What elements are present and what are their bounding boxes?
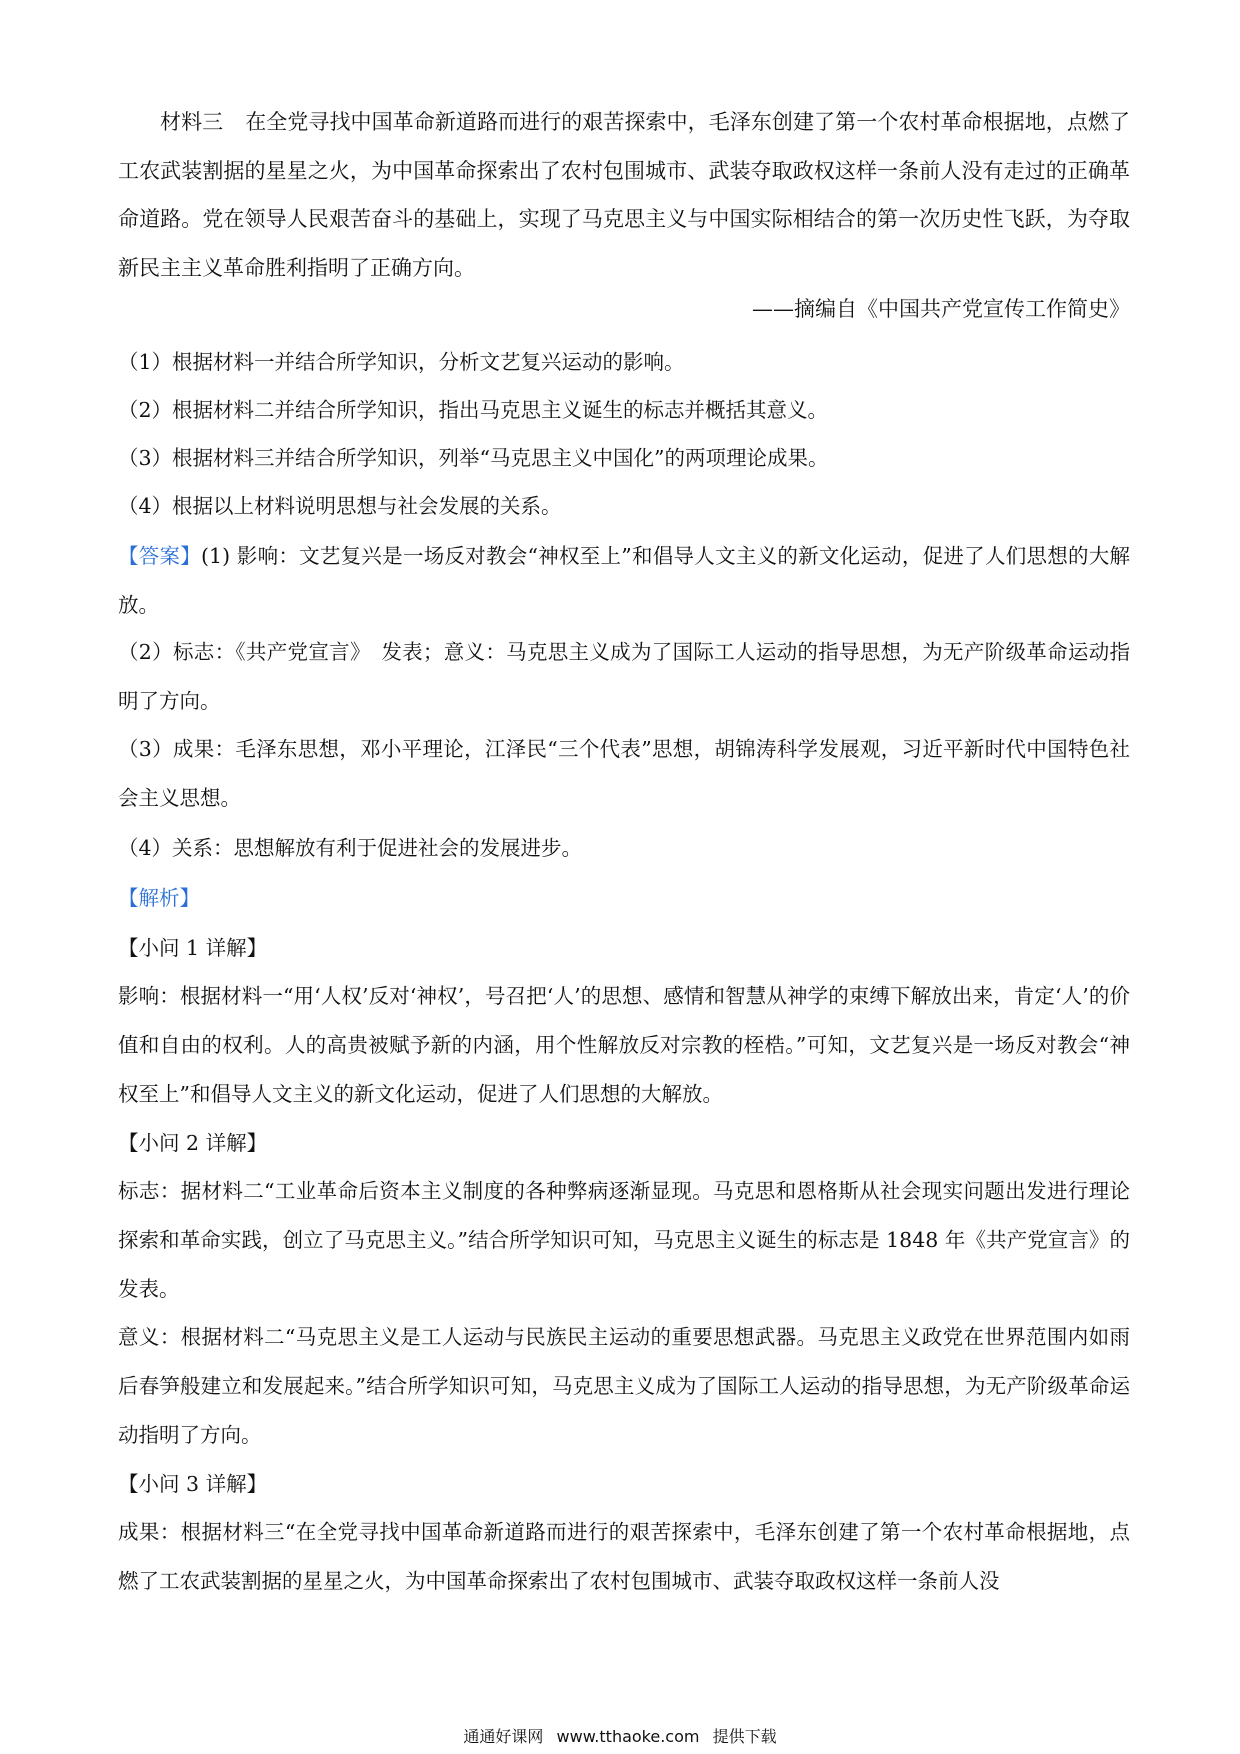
material-text: 在全党寻找中国革命新道路而进行的艰苦探索中，毛泽东创建了第一个农村革命根据地，点燃了工农武装割据的星星之火，为中国革命探索出了农村包围城市、武装夺取政权这样一条前人没有走过的正确革命道路。党在领导人民艰苦奋斗的基础上，实现了马克思主义与中国实际相结合的第一次历史性飞跃，为夺取新民主主义革命胜利指明了正确方向。: [118, 110, 1131, 280]
sub-question-1-detail: 影响：根据材料一“用‘人权’反对‘神权’，号召把‘人’的思想、感情和智慧从神学的束缚下解放出来，肯定‘人’的价值和自由的权利。人的高贵被赋予新的内涵，用个性解放反对宗教的桎梏。”可知，文艺复兴是一场反对教会“神权至上”和倡导人文主义的新文化运动，促进了人们思想的大解放。: [118, 984, 1130, 1106]
footer-site-name: 通通好课网: [463, 1727, 544, 1746]
question-3: （3）根据材料三并结合所学知识，列举“马克思主义中国化”的两项理论成果。: [118, 446, 829, 470]
question-4: （4）根据以上材料说明思想与社会发展的关系。: [118, 494, 562, 518]
footer-suffix: 提供下载: [712, 1727, 777, 1746]
material-lead: 材料三: [160, 110, 224, 134]
footer-url[interactable]: www.tthaoke.com: [556, 1727, 700, 1746]
answer-tag: 【答案】: [118, 544, 202, 568]
answer-4: （4）关系：思想解放有利于促进社会的发展进步。: [118, 836, 583, 860]
sub-question-2-sign: 标志：据材料二“工业革命后资本主义制度的各种弊病逐渐显现。马克思和恩格斯从社会现实问题出发进行理论探索和革命实践，创立了马克思主义。”结合所学知识可知，马克思主义诞生的标志是 1848 年《共产党宣言》的发表。: [118, 1179, 1130, 1301]
sub-question-2-heading: 【小问 2 详解】: [118, 1131, 268, 1155]
question-2: （2）根据材料二并结合所学知识，指出马克思主义诞生的标志并概括其意义。: [118, 398, 829, 422]
analysis-tag: 【解析】: [118, 886, 200, 910]
sub-question-2-meaning: 意义：根据材料二“马克思主义是工人运动与民族民主运动的重要思想武器。马克思主义政党在世界范围内如雨后春笋般建立和发展起来。”结合所学知识可知，马克思主义成为了国际工人运动的指导思想，为无产阶级革命运动指明了方向。: [118, 1325, 1130, 1447]
answer-3: （3）成果：毛泽东思想，邓小平理论，江泽民“三个代表”思想，胡锦涛科学发展观，习近平新时代中国特色社会主义思想。: [118, 737, 1130, 810]
sub-question-3-heading: 【小问 3 详解】: [118, 1472, 268, 1496]
material-three: [118, 98, 1130, 292]
sub-question-3-detail: 成果：根据材料三“在全党寻找中国革命新道路而进行的艰苦探索中，毛泽东创建了第一个农村革命根据地，点燃了工农武装割据的星星之火，为中国革命探索出了农村包围城市、武装夺取政权这样一条前人没: [118, 1520, 1130, 1593]
answer-2: （2）标志：《共产党宣言》 发表；意义：马克思主义成为了国际工人运动的指导思想，为无产阶级革命运动指明了方向。: [118, 640, 1130, 713]
page-footer: [0, 1724, 1240, 1747]
sub-question-1-heading: 【小问 1 详解】: [118, 936, 268, 960]
answer-1-text: (1) 影响：文艺复兴是一场反对教会“神权至上”和倡导人文主义的新文化运动，促进了人们思想的大解放。: [118, 544, 1131, 617]
material-source: ——摘编自《中国共产党宣传工作简史》: [752, 297, 1130, 321]
question-1: （1）根据材料一并结合所学知识，分析文艺复兴运动的影响。: [118, 350, 685, 374]
answer-1: [118, 532, 1130, 630]
